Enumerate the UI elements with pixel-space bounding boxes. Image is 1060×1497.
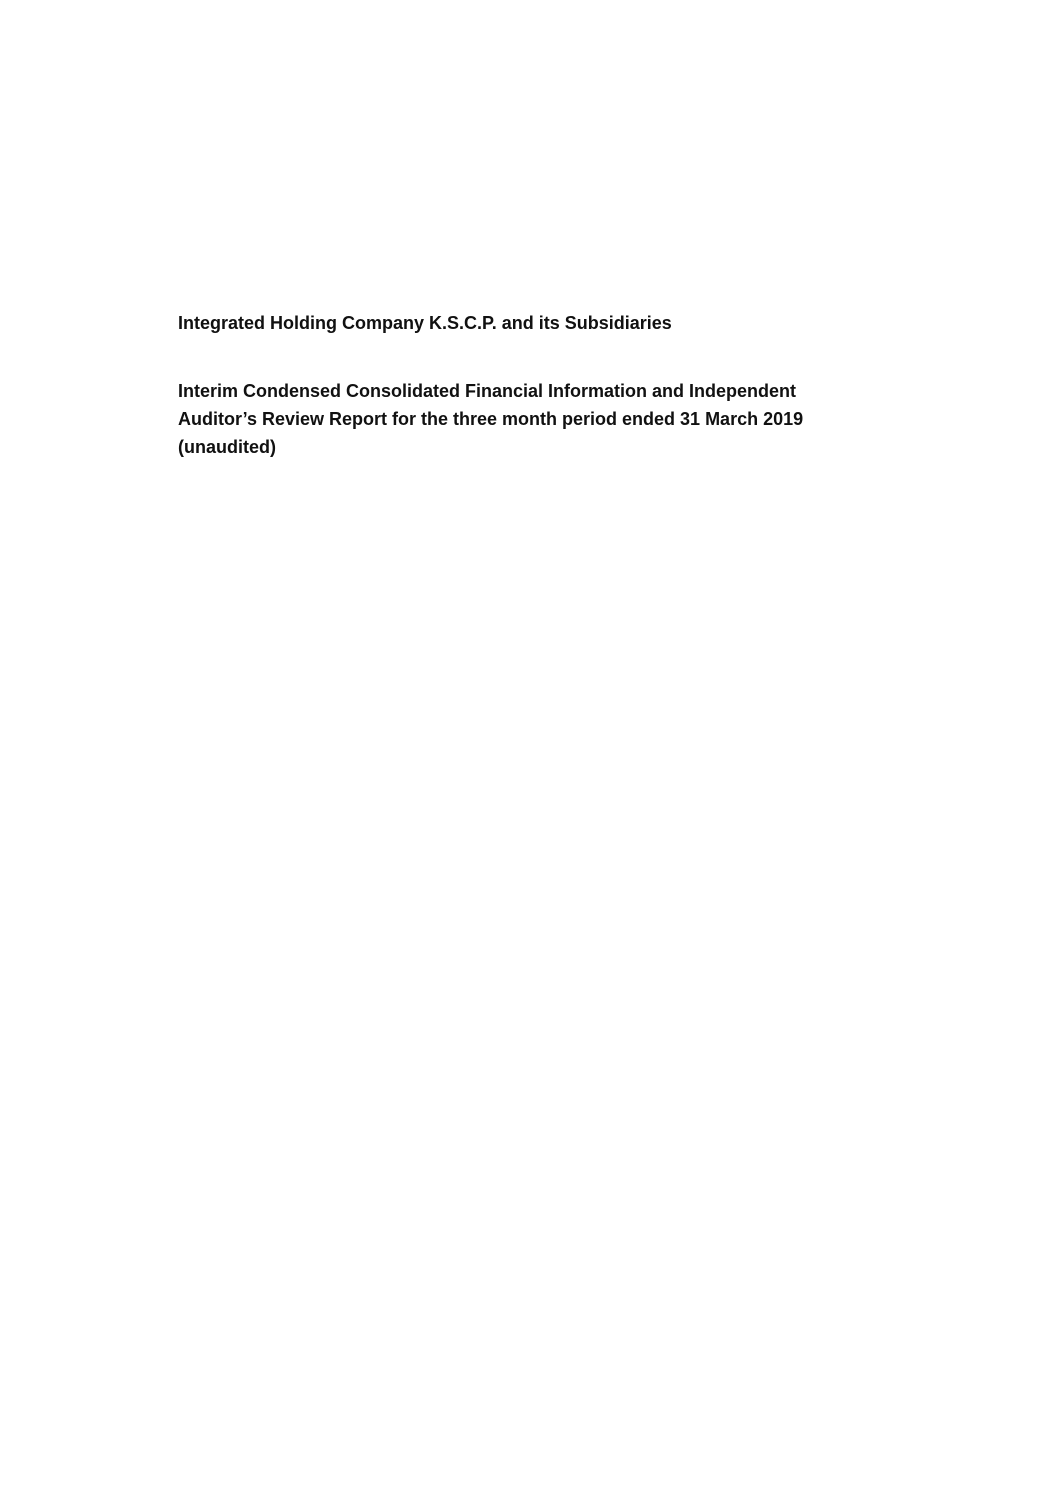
report-title — [178, 377, 898, 461]
company-name: Integrated Holding Company K.S.C.P. and its Subsidiaries — [178, 313, 672, 333]
report-title-line-2: Auditor’s Review Report for the three month period ended 31 March 2019 — [178, 409, 804, 429]
report-title-line-1: Interim Condensed Consolidated Financial Information and Independent — [178, 381, 797, 401]
report-title-line-3: (unaudited) — [178, 437, 276, 457]
